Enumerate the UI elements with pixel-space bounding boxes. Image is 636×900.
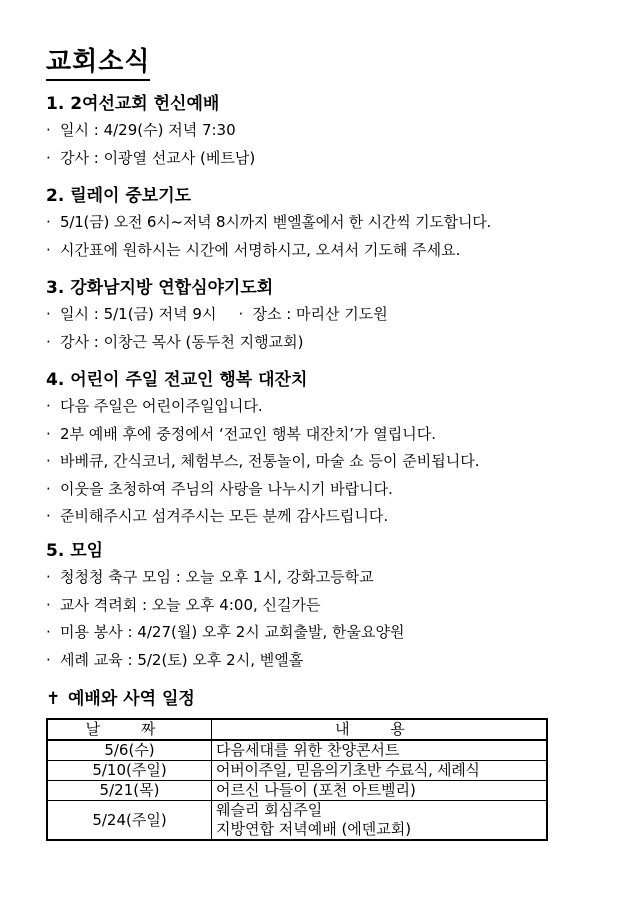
content-cell: 어르신 나들이 (포천 아트벨리) bbox=[212, 781, 548, 801]
list-item: · 교사 격려회 : 오늘 오후 4:00, 신길가든 bbox=[46, 592, 606, 620]
cross-icon: ✝ bbox=[46, 689, 61, 709]
content-line: 지방연합 저녁예배 (에덴교회) bbox=[216, 820, 412, 838]
table-header-row bbox=[47, 719, 547, 740]
bullet-icon: · bbox=[46, 148, 51, 167]
date-cell: 5/6(수) bbox=[47, 740, 212, 761]
content-cell: 어버이주일, 믿음의기초반 수료식, 세례식 bbox=[212, 761, 548, 781]
bullet-icon: · bbox=[46, 240, 51, 259]
table-row bbox=[47, 740, 547, 761]
column-header-content: 내 용 bbox=[212, 719, 548, 740]
section-women-mission bbox=[46, 91, 606, 172]
schedule-table bbox=[46, 718, 548, 841]
date-cell: 5/10(주일) bbox=[47, 761, 212, 781]
page-title: 교회소식 bbox=[46, 46, 150, 81]
list-item: · 준비해주시고 섬겨주시는 모든 분께 감사드립니다. bbox=[46, 503, 606, 531]
list-item: · 강사 : 이창근 목사 (동두천 지행교회) bbox=[46, 329, 606, 357]
date-cell: 5/21(목) bbox=[47, 781, 212, 801]
section-night-prayer bbox=[46, 275, 606, 356]
column-header-date: 날 짜 bbox=[47, 719, 212, 740]
bullet-icon: · bbox=[46, 397, 51, 415]
section-meetings bbox=[46, 538, 606, 674]
table-row bbox=[47, 761, 547, 781]
bullet-icon: · bbox=[46, 213, 51, 231]
section-heading: 3. 강화남지방 연합심야기도회 bbox=[46, 278, 274, 298]
list-item: · 이웃을 초청하여 주님의 사랑을 나누시기 바랍니다. bbox=[46, 476, 606, 504]
bullet-icon: · bbox=[46, 568, 51, 586]
content-cell: 다음세대를 위한 찬양콘서트 bbox=[212, 740, 548, 761]
list-item: · 일시 : 5/1(금) 저녁 9시 · 장소 : 마리산 기도원 bbox=[46, 301, 606, 329]
list-item: · 다음 주일은 어린이주일입니다. bbox=[46, 393, 606, 421]
bullet-icon: · bbox=[46, 121, 51, 139]
schedule-heading: ✝ 예배와 사역 일정 bbox=[46, 686, 195, 712]
table-row bbox=[47, 801, 547, 841]
list-item: · 2부 예배 후에 중정에서 ‘전교인 행복 대잔치’가 열립니다. bbox=[46, 421, 606, 449]
bullet-icon: · bbox=[46, 332, 51, 351]
bullet-icon: · bbox=[46, 623, 51, 641]
bullet-icon: · bbox=[46, 650, 51, 669]
section-relay-prayer bbox=[46, 183, 606, 264]
section-heading: 5. 모임 bbox=[46, 541, 104, 561]
list-item: · 시간표에 원하시는 시간에 서명하시고, 오셔서 기도해 주세요. bbox=[46, 237, 606, 265]
bullet-icon: · bbox=[46, 595, 51, 614]
list-item: · 강사 : 이광열 선교사 (베트남) bbox=[46, 145, 606, 173]
list-item: · 청청청 축구 모임 : 오늘 오후 1시, 강화고등학교 bbox=[46, 564, 606, 592]
section-heading: 1. 2여선교회 헌신예배 bbox=[46, 94, 220, 114]
content-line: 웨슬리 회심주일 bbox=[216, 801, 323, 819]
content-cell bbox=[212, 801, 548, 841]
bullet-icon: · bbox=[46, 305, 51, 323]
list-item: · 미용 봉사 : 4/27(월) 오후 2시 교회출발, 한울요양원 bbox=[46, 619, 606, 647]
section-heading: 2. 릴레이 중보기도 bbox=[46, 186, 192, 206]
list-item: · 일시 : 4/29(수) 저녁 7:30 bbox=[46, 117, 606, 145]
bullet-icon: · bbox=[46, 424, 51, 443]
bullet-icon: · bbox=[238, 305, 244, 323]
list-item: · 세례 교육 : 5/2(토) 오후 2시, 벧엘홀 bbox=[46, 647, 606, 675]
bullet-icon: · bbox=[46, 452, 51, 470]
list-item: · 5/1(금) 오전 6시~저녁 8시까지 벧엘홀에서 한 시간씩 기도합니다. bbox=[46, 209, 606, 237]
section-heading: 4. 어린이 주일 전교인 행복 대잔치 bbox=[46, 370, 308, 390]
table-row bbox=[47, 781, 547, 801]
bullet-icon: · bbox=[46, 479, 51, 498]
section-children-day bbox=[46, 367, 606, 531]
bullet-icon: · bbox=[46, 507, 51, 525]
list-item: · 바베큐, 간식코너, 체험부스, 전통놀이, 마술 쇼 등이 준비됩니다. bbox=[46, 448, 606, 476]
date-cell: 5/24(주일) bbox=[47, 801, 212, 841]
